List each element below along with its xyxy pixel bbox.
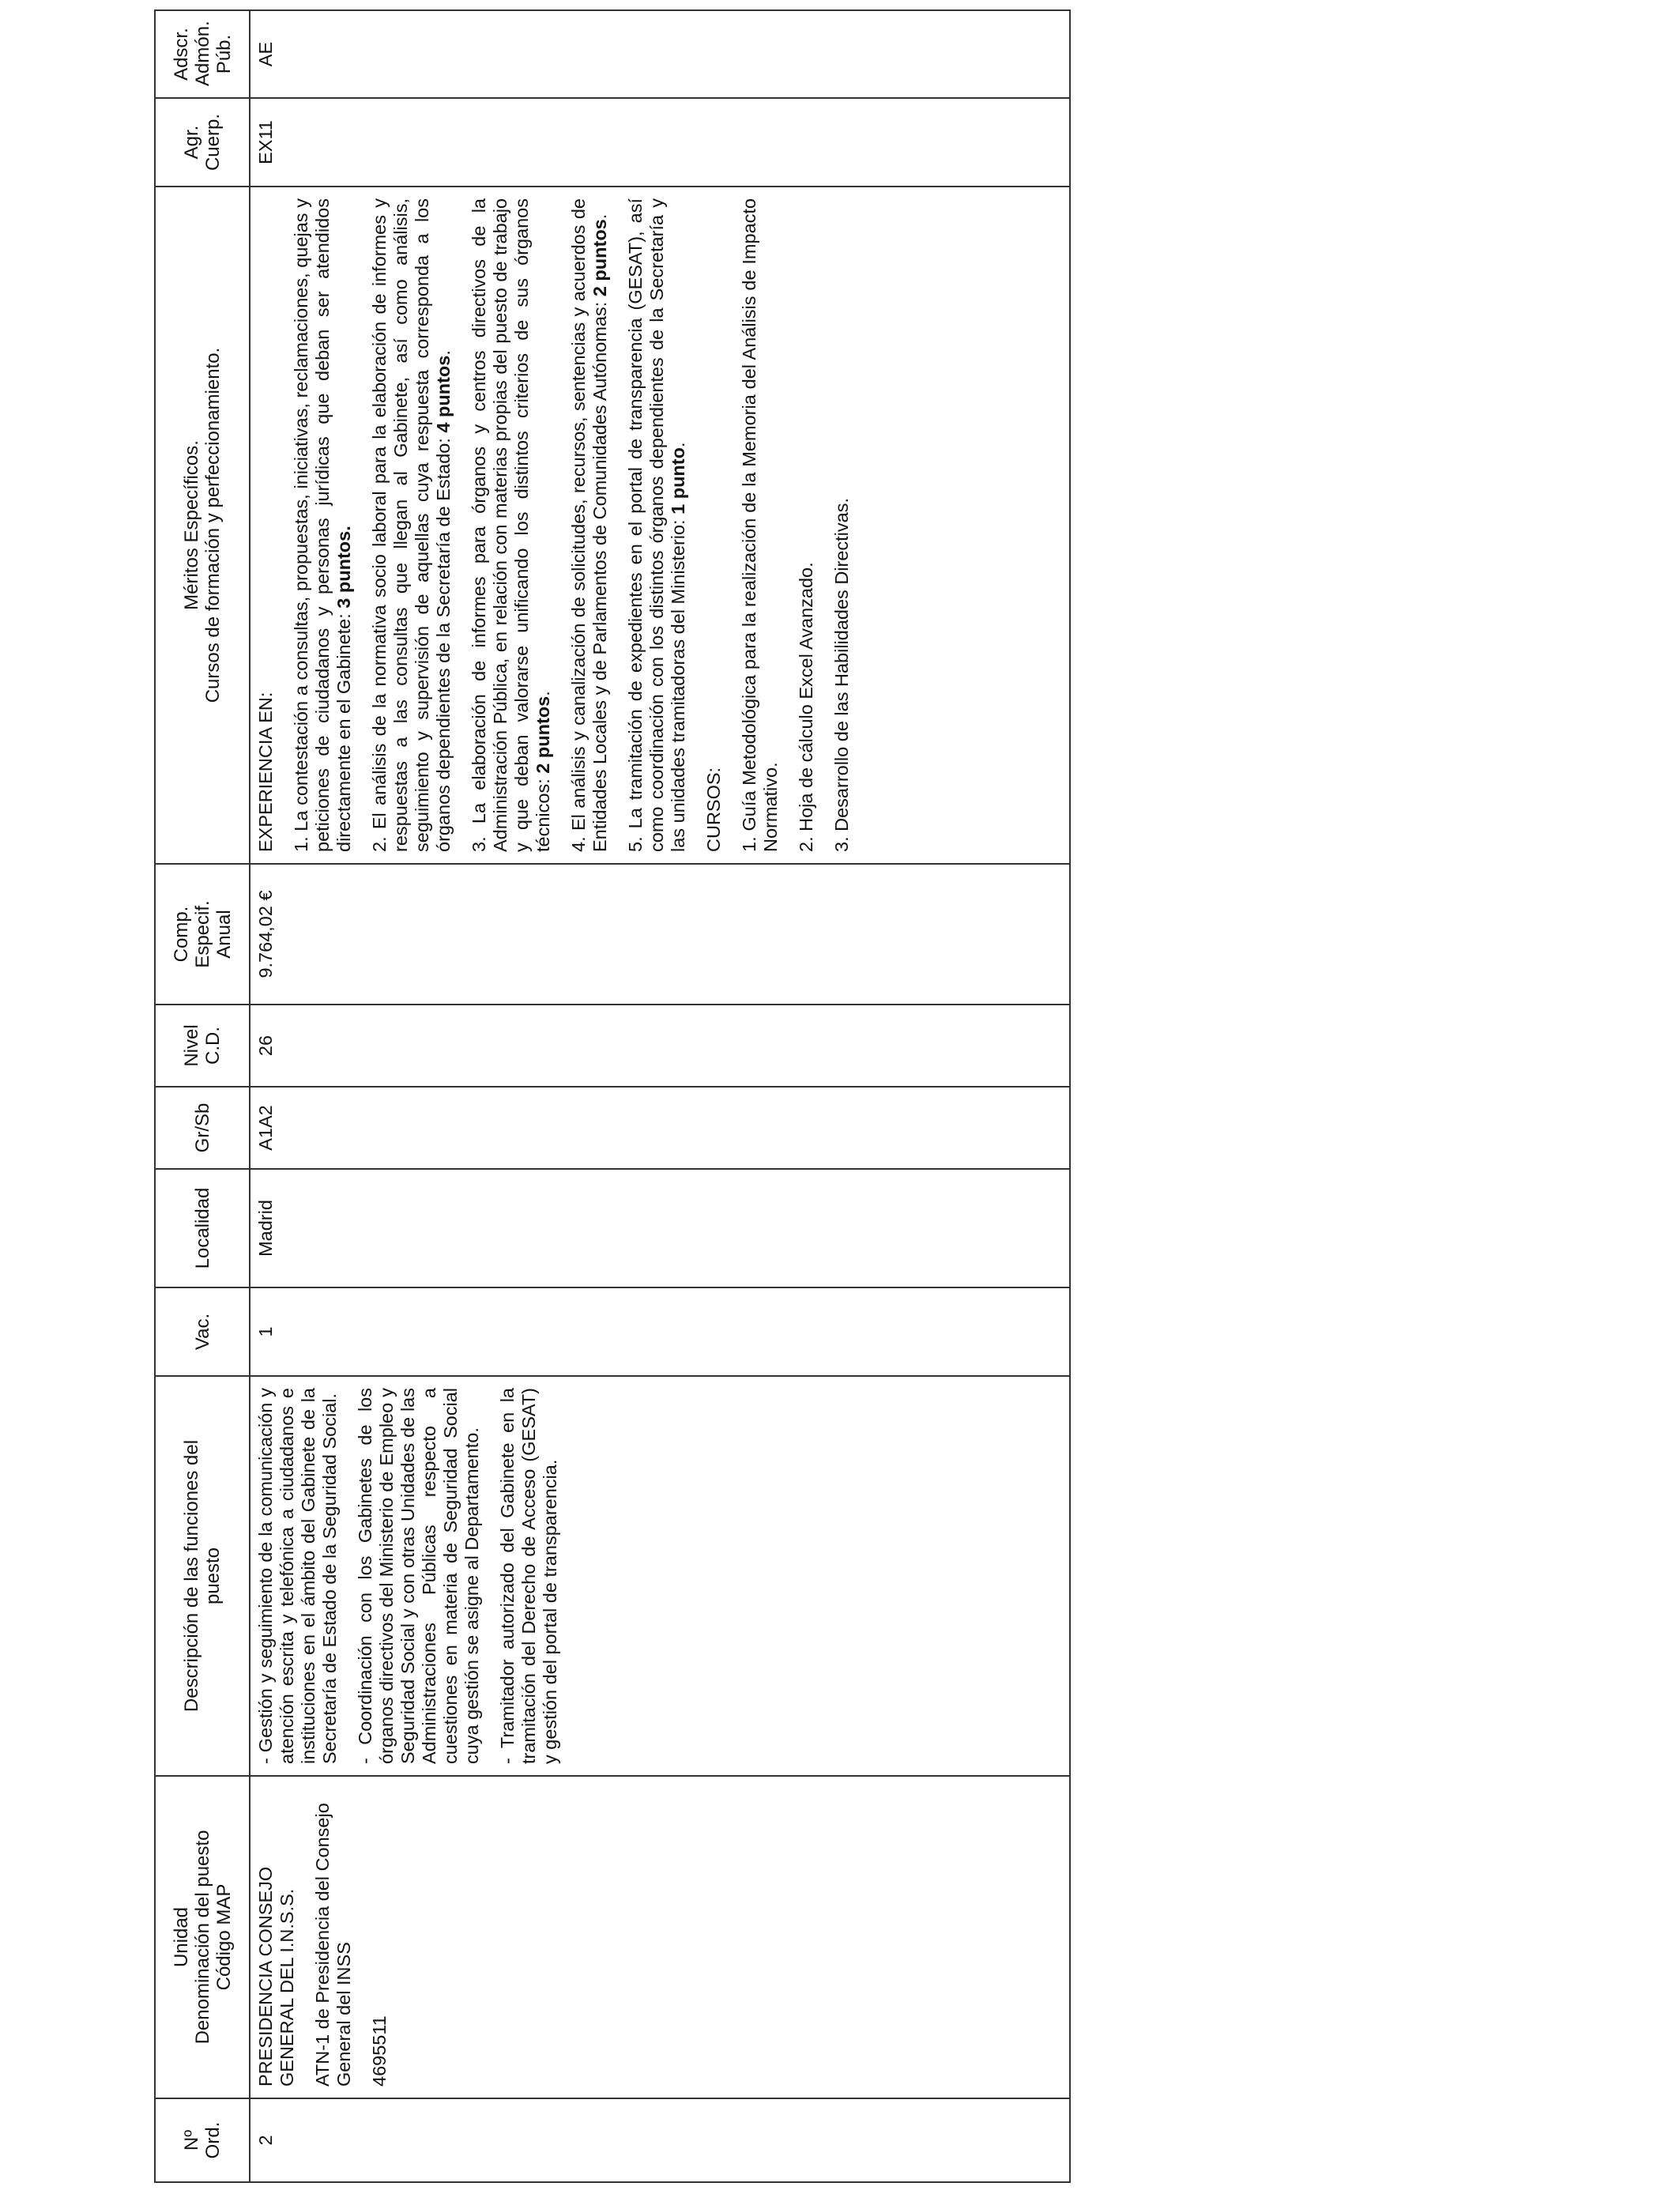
merito-item: 3. La elaboración de informes para órganos y centros directivos de la Administración Pública, en relación con materias propias del puesto de trabajo y que deban valorarse unificando los distintos criterios de sus órganos técnicos: 2 puntos. (469, 198, 553, 852)
cell-localidad: Madrid (250, 1169, 1070, 1287)
table-row (250, 10, 1070, 2182)
header-localidad: Localidad (155, 1169, 250, 1287)
cell-agr: EX11 (250, 98, 1070, 187)
job-listing-table (154, 9, 1071, 2183)
header-adscr: Adscr. Admón. Púb. (155, 10, 250, 98)
cell-nivel: 26 (250, 1005, 1070, 1087)
rotated-table-container (154, 11, 1071, 2183)
descripcion-item: - Gestión y seguimiento de la comunicación y atención escrita y telefónica a ciudadanos e instituciones en el ámbito del Gabinete de la Secretaría de Estado de la Seguridad Social. (255, 1388, 340, 1764)
unidad-name: PRESIDENCIA CONSEJO GENERAL DEL I.N.S.S. (255, 1866, 297, 2087)
merito-item: 4. El análisis y canalización de solicitudes, recursos, sentencias y acuerdos de Entidades Locales y de Parlamentos de Comunidades Autónomas: 2 puntos. (568, 198, 610, 852)
puesto-name: ATN-1 de Presidencia del Consejo General del INSS (312, 1803, 354, 2087)
curso-item: 3. Desarrollo de las Habilidades Directivas. (831, 497, 852, 852)
merito-item: 2. El análisis de la normativa socio laboral para la elaboración de informes y respuestas a las consultas que llegan al Gabinete, así como análisis, seguimiento y supervisión de aquellas cuya respuesta corresponda a los órganos dependientes de la Secretaría de Estado: 4 puntos. (369, 198, 454, 852)
cell-grsb: A1A2 (250, 1087, 1070, 1169)
header-agr: Agr. Cuerp. (155, 98, 250, 187)
cell-unidad (250, 1776, 1070, 2098)
curso-item: 2. Hoja de cálculo Excel Avanzado. (796, 562, 816, 852)
merito-item: 5. La tramitación de expedientes en el portal de transparencia (GESAT), así como coordinación con los distintos órganos dependientes de la Secretaría y las unidades tramitadoras del Ministerio: 1 punto. (625, 198, 688, 852)
header-comp: Comp. Especif. Anual (155, 864, 250, 1005)
header-grsb: Gr/Sb (155, 1087, 250, 1169)
header-unidad: Unidad Denominación del puesto Código MAP (155, 1776, 250, 2098)
curso-item: 1. Guía Metodológica para la realización de la Memoria del Análisis de Impacto Normativo. (739, 198, 781, 852)
header-row (155, 10, 250, 2182)
header-meritos: Méritos Específicos. Cursos de formación y perfeccionamiento. (155, 187, 250, 864)
cell-ord: 2 (250, 2098, 1070, 2182)
cell-adscr: AE (250, 10, 1070, 98)
descripcion-item: - Coordinación con los Gabinetes de los órganos directivos del Ministerio de Empleo y Seguridad Social y con otras Unidades de las Administraciones Públicas respecto a cuestiones en materia de Seguridad Social cuya gestión se asigne al Departamento. (355, 1388, 482, 1764)
header-vac: Vac. (155, 1287, 250, 1376)
merito-item: 1. La contestación a consultas, propuestas, iniciativas, reclamaciones, quejas y peticiones de ciudadanos y personas jurídicas que deban ser atendidos directamente en el Gabinete: 3 puntos. (291, 198, 354, 852)
header-nivel: Nivel C.D. (155, 1005, 250, 1087)
descripcion-item: - Tramitador autorizado del Gabinete en la tramitación del Derecho de Acceso (GESAT) y gestión del portal de transparencia. (497, 1388, 560, 1764)
header-descripcion: Descripción de las funciones del puesto (155, 1376, 250, 1776)
cell-vac: 1 (250, 1287, 1070, 1376)
header-ord: Nº Ord. (155, 2098, 250, 2182)
codigo-map: 4695511 (369, 2015, 390, 2087)
experiencia-title: EXPERIENCIA EN: (255, 692, 276, 852)
cell-descripcion (250, 1376, 1070, 1776)
cell-comp: 9.764,02 € (250, 864, 1070, 1005)
cell-meritos (250, 187, 1070, 864)
cursos-title: CURSOS: (703, 767, 724, 852)
